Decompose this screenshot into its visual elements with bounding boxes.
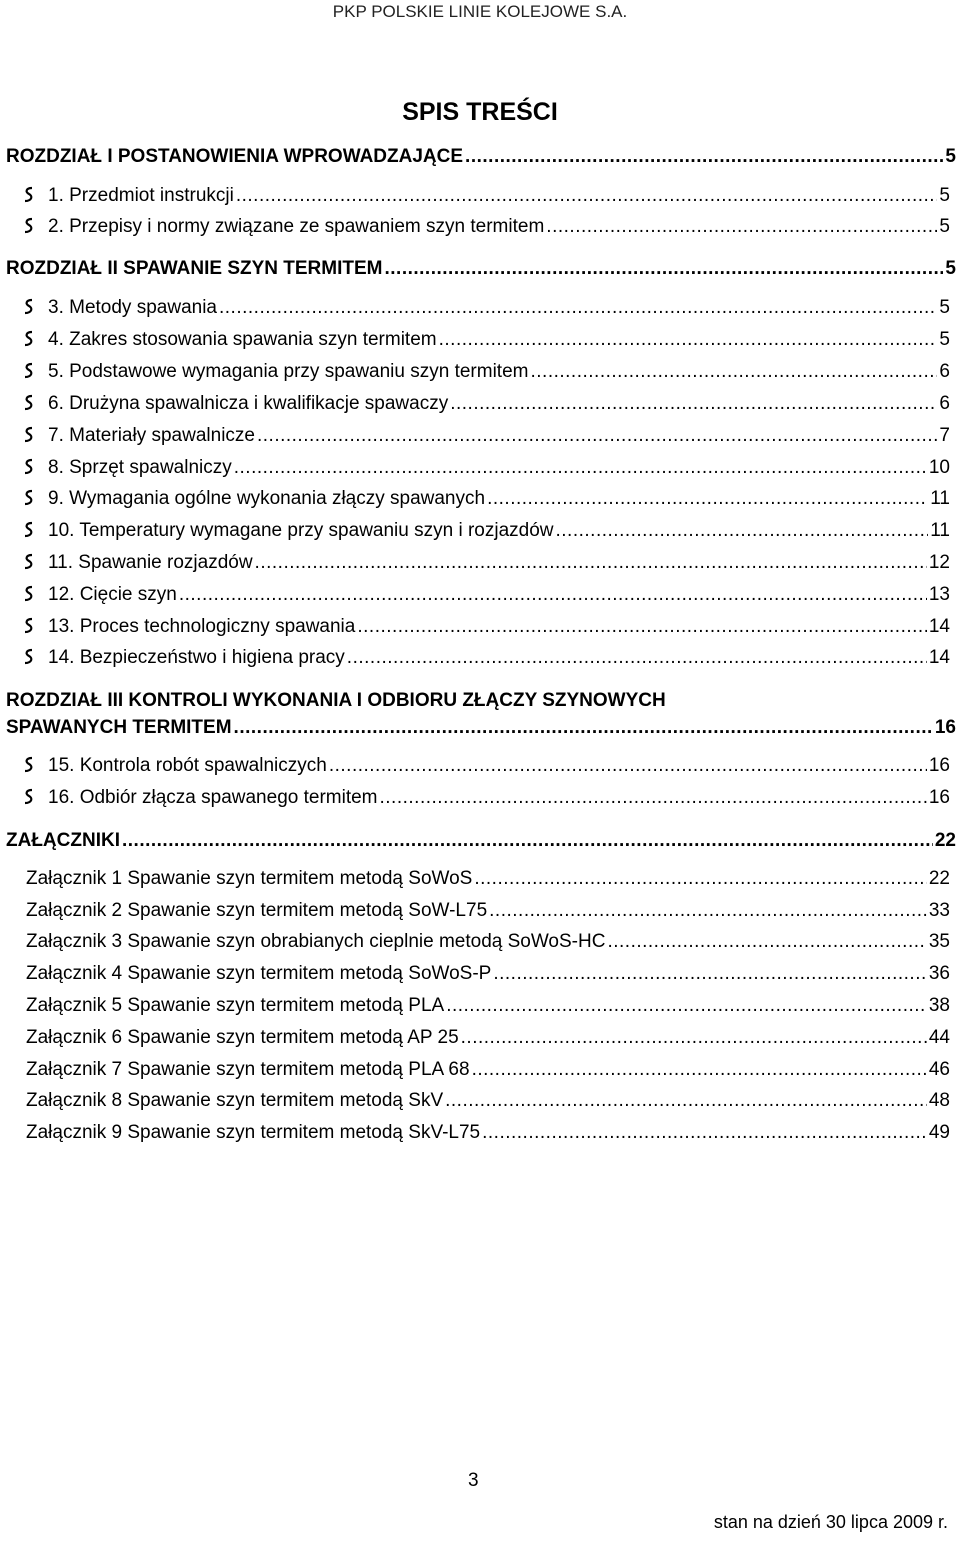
toc-entry[interactable]	[22, 484, 950, 514]
toc-entry[interactable]	[22, 181, 950, 211]
document-header: PKP POLSKIE LINIE KOLEJOWE S.A.	[332, 2, 628, 21]
toc-entry-label: 10. Temperatury wymagane przy spawaniu szyn i rozjazdów	[48, 520, 554, 541]
toc-leader-dots	[234, 453, 927, 483]
toc-leader-dots	[357, 612, 927, 642]
toc-entry-label: 1. Przedmiot instrukcji	[48, 185, 234, 206]
section-bullet-icon	[22, 298, 36, 316]
toc-chapter-3[interactable]	[6, 713, 956, 743]
toc-attachment[interactable]	[26, 1086, 950, 1116]
toc-page-number: 14	[928, 647, 950, 668]
section-bullet-icon	[22, 362, 36, 380]
toc-chapter-label: ROZDZIAŁ II SPAWANIE SZYN TERMITEM	[6, 258, 383, 279]
toc-attachment-label: Załącznik 1 Spawanie szyn termitem metodą SoWoS	[26, 868, 473, 889]
toc-page-number: 46	[928, 1059, 950, 1080]
toc-leader-dots	[329, 751, 927, 781]
toc-entry[interactable]	[22, 548, 950, 578]
section-bullet-icon	[22, 553, 36, 571]
toc-page-number: 33	[928, 900, 950, 921]
toc-attachment[interactable]	[26, 1118, 950, 1148]
section-bullet-icon	[22, 756, 36, 774]
toc-attachment-label: Załącznik 3 Spawanie szyn obrabianych cieplnie metodą SoWoS-HC	[26, 931, 606, 952]
toc-page-number: 16	[928, 755, 950, 776]
toc-entry-label: 13. Proces technologiczny spawania	[48, 616, 356, 637]
toc-page-number: 10	[928, 457, 950, 478]
toc-page-number: 14	[928, 616, 950, 637]
toc-attachment[interactable]	[26, 1023, 950, 1053]
toc-entry-label: 14. Bezpieczeństwo i higiena pracy	[48, 647, 345, 668]
toc-leader-dots	[347, 643, 927, 673]
section-bullet-icon	[22, 521, 36, 539]
toc-chapter-2[interactable]	[6, 254, 956, 284]
toc-attachment-label: Załącznik 5 Spawanie szyn termitem metodą PLA	[26, 995, 445, 1016]
toc-chapter-3-line1[interactable]: ROZDZIAŁ III KONTROLI WYKONANIA I ODBIORU ZŁĄCZY SZYNOWYCH	[6, 690, 666, 711]
toc-chapter-attachments[interactable]	[6, 826, 956, 856]
toc-page-number: 38	[928, 995, 950, 1016]
toc-entry-label: 15. Kontrola robót spawalniczych	[48, 755, 327, 776]
toc-leader-dots	[236, 181, 938, 211]
toc-attachment-label: Załącznik 8 Spawanie szyn termitem metodą SkV	[26, 1090, 444, 1111]
toc-chapter-label: ZAŁĄCZNIKI	[6, 830, 120, 851]
toc-page-number: 35	[928, 931, 950, 952]
toc-page-number: 12	[928, 552, 950, 573]
toc-page-number: 22	[934, 830, 956, 851]
toc-entry-label: 12. Cięcie szyn	[48, 584, 177, 605]
toc-leader-dots	[257, 421, 937, 451]
toc-page-number: 5	[939, 216, 950, 237]
section-bullet-icon	[22, 617, 36, 635]
toc-entry[interactable]	[22, 516, 950, 546]
toc-leader-dots	[234, 713, 933, 743]
toc-entry[interactable]	[22, 751, 950, 781]
toc-entry-label: 6. Drużyna spawalnicza i kwalifikacje spawaczy	[48, 393, 449, 414]
toc-attachment[interactable]	[26, 927, 950, 957]
toc-leader-dots	[556, 516, 929, 546]
toc-attachment[interactable]	[26, 864, 950, 894]
toc-entry-label: 9. Wymagania ogólne wykonania złączy spawanych	[48, 488, 486, 509]
document-date: stan na dzień 30 lipca 2009 r.	[713, 1512, 948, 1532]
toc-entry-label: 7. Materiały spawalnicze	[48, 425, 255, 446]
toc-leader-dots	[450, 389, 937, 419]
toc-page-number: 5	[945, 146, 956, 167]
toc-leader-dots	[482, 1118, 927, 1148]
toc-attachment[interactable]	[26, 896, 950, 926]
toc-attachment-label: Załącznik 9 Spawanie szyn termitem metodą SkV-L75	[26, 1122, 481, 1143]
toc-attachment[interactable]	[26, 959, 950, 989]
toc-entry-label: 3. Metody spawania	[48, 297, 217, 318]
toc-entry[interactable]	[22, 293, 950, 323]
toc-leader-dots	[546, 212, 937, 242]
toc-chapter-label: ROZDZIAŁ I POSTANOWIENIA WPROWADZAJĄCE	[6, 146, 464, 167]
toc-entry[interactable]	[22, 325, 950, 355]
toc-leader-dots	[219, 293, 937, 323]
section-bullet-icon	[22, 330, 36, 348]
toc-page-number: 5	[939, 297, 950, 318]
toc-entry[interactable]	[22, 783, 950, 813]
toc-entry-label: 5. Podstawowe wymagania przy spawaniu szyn termitem	[48, 361, 529, 382]
toc-attachment-label: Załącznik 6 Spawanie szyn termitem metodą AP 25	[26, 1027, 459, 1048]
section-bullet-icon	[22, 489, 36, 507]
toc-entry[interactable]	[22, 421, 950, 451]
toc-entry-label: 11. Spawanie rozjazdów	[48, 552, 253, 573]
toc-page-number: 44	[928, 1027, 950, 1048]
section-bullet-icon	[22, 788, 36, 806]
toc-page-number: 7	[939, 425, 950, 446]
page-number: 3	[468, 1470, 479, 1491]
toc-page-number: 5	[939, 329, 950, 350]
section-bullet-icon	[22, 648, 36, 666]
toc-entry-label: 8. Sprzęt spawalniczy	[48, 457, 232, 478]
toc-page-number: 11	[930, 488, 950, 509]
toc-page-number: 49	[928, 1122, 950, 1143]
toc-attachment-label: Załącznik 4 Spawanie szyn termitem metodą SoWoS-P	[26, 963, 492, 984]
toc-leader-dots	[255, 548, 927, 578]
toc-entry-label: 4. Zakres stosowania spawania szyn termitem	[48, 329, 437, 350]
toc-attachment[interactable]	[26, 991, 950, 1021]
toc-entry[interactable]	[22, 357, 950, 387]
toc-leader-dots	[530, 357, 937, 387]
toc-page-number: 36	[928, 963, 950, 984]
toc-leader-dots	[439, 325, 938, 355]
toc-page-number: 13	[928, 584, 950, 605]
toc-leader-dots	[380, 783, 927, 813]
section-bullet-icon	[22, 426, 36, 444]
toc-leader-dots	[446, 991, 927, 1021]
toc-entry-label: 2. Przepisy i normy związane ze spawaniem szyn termitem	[48, 216, 545, 237]
toc-entry[interactable]	[22, 389, 950, 419]
section-bullet-icon	[22, 585, 36, 603]
toc-page-number: 5	[939, 185, 950, 206]
toc-page-number: 11	[930, 520, 950, 541]
toc-leader-dots	[487, 484, 928, 514]
toc-page-number: 22	[928, 868, 950, 889]
toc-leader-dots	[465, 142, 943, 172]
toc-page-number: 6	[939, 393, 950, 414]
toc-chapter-1[interactable]	[6, 142, 956, 172]
toc-leader-dots	[461, 1023, 927, 1053]
page-title: SPIS TREŚCI	[402, 98, 558, 126]
toc-entry[interactable]	[22, 580, 950, 610]
toc-leader-dots	[489, 896, 927, 926]
toc-page-number: 16	[934, 717, 956, 738]
toc-leader-dots	[445, 1086, 927, 1116]
toc-entry[interactable]	[22, 643, 950, 673]
toc-leader-dots	[384, 254, 943, 284]
toc-page-number: 16	[928, 787, 950, 808]
toc-attachment[interactable]	[26, 1055, 950, 1085]
toc-page-number: 5	[945, 258, 956, 279]
toc-page-number: 6	[939, 361, 950, 382]
section-bullet-icon	[22, 394, 36, 412]
section-bullet-icon	[22, 186, 36, 204]
toc-entry[interactable]	[22, 453, 950, 483]
toc-chapter-label: SPAWANYCH TERMITEM	[6, 717, 232, 738]
toc-entry-label: 16. Odbiór złącza spawanego termitem	[48, 787, 378, 808]
toc-leader-dots	[122, 826, 933, 856]
toc-attachment-label: Załącznik 2 Spawanie szyn termitem metodą SoW-L75	[26, 900, 488, 921]
toc-entry[interactable]	[22, 612, 950, 642]
toc-leader-dots	[474, 864, 927, 894]
toc-leader-dots	[493, 959, 927, 989]
toc-page-number: 48	[928, 1090, 950, 1111]
toc-attachment-label: Załącznik 7 Spawanie szyn termitem metodą PLA 68	[26, 1059, 470, 1080]
toc-entry[interactable]	[22, 212, 950, 242]
toc-leader-dots	[607, 927, 926, 957]
toc-leader-dots	[472, 1055, 927, 1085]
section-bullet-icon	[22, 458, 36, 476]
toc-leader-dots	[179, 580, 927, 610]
section-bullet-icon	[22, 217, 36, 235]
